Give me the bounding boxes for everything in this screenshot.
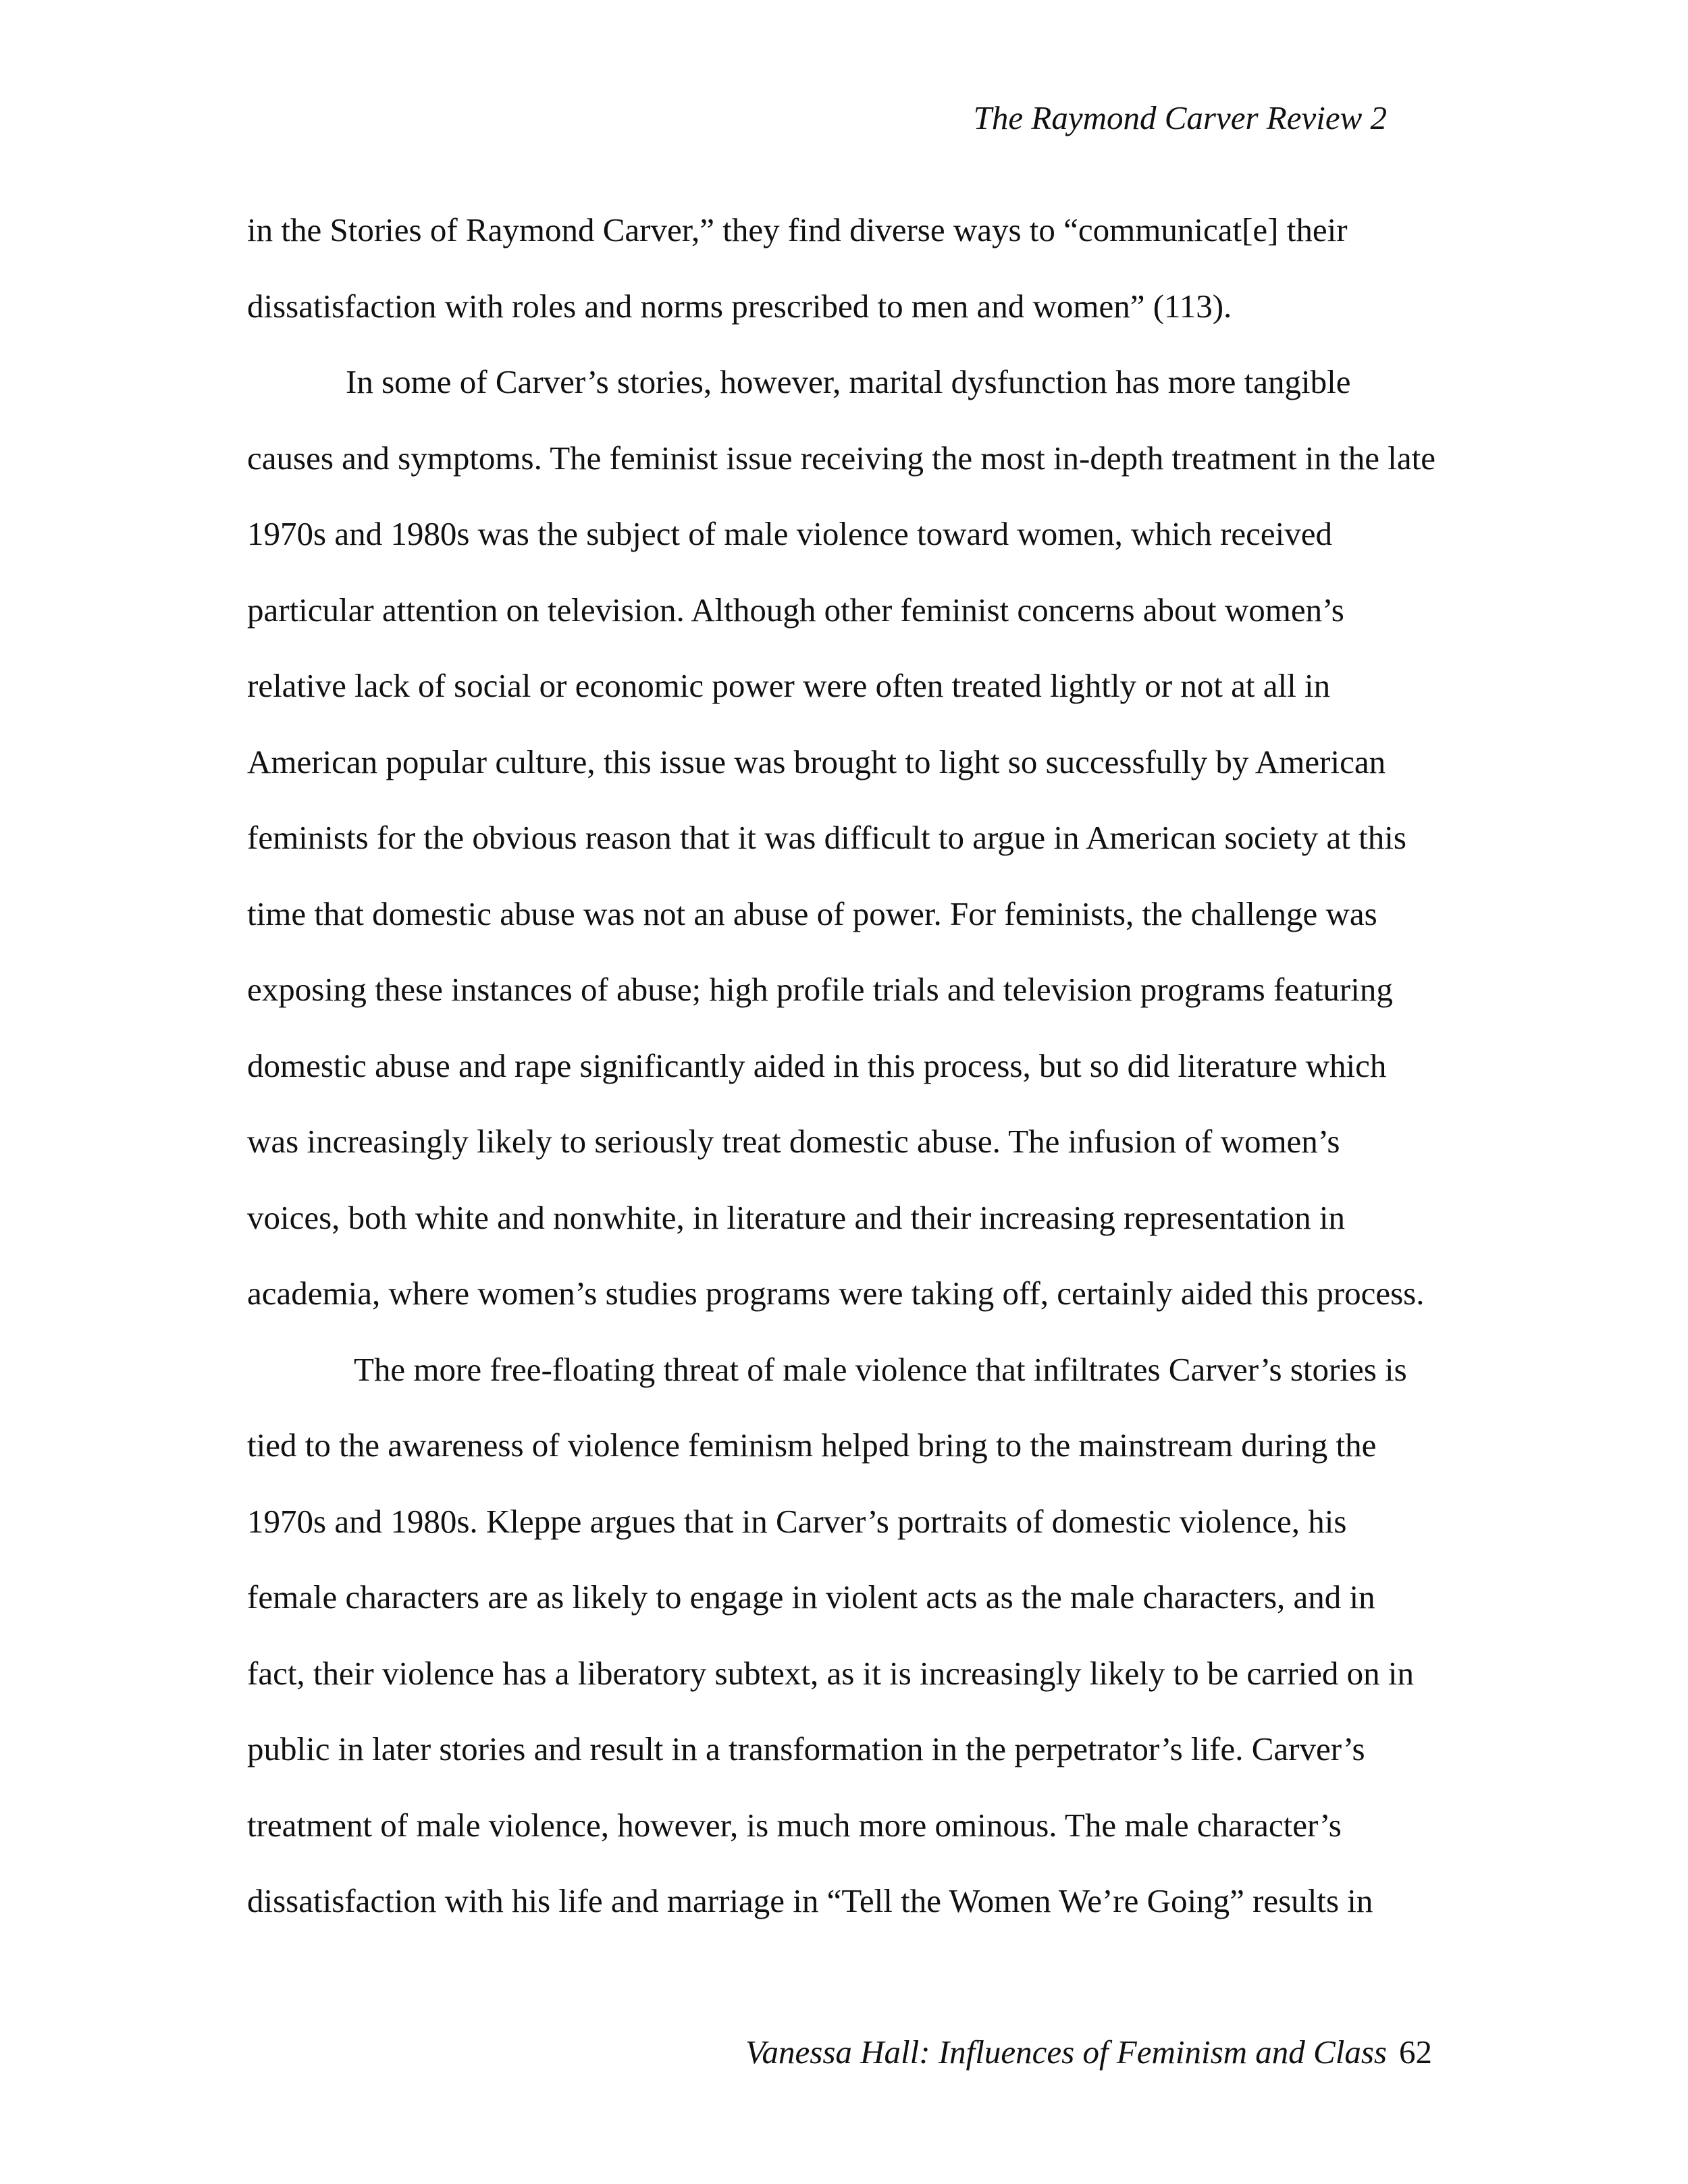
text-line: time that domestic abuse was not an abuse of power. For feminists, the challenge was xyxy=(247,895,1377,932)
page-number: 62 xyxy=(1399,2033,1432,2071)
text-line: relative lack of social or economic power were often treated lightly or not at all in xyxy=(247,667,1331,704)
text-line: causes and symptoms. The feminist issue receiving the most in-depth treatment in the late xyxy=(247,439,1435,477)
text-line: dissatisfaction with his life and marriage in “Tell the Women We’re Going” results in xyxy=(247,1882,1373,1919)
footer-title: Vanessa Hall: Influences of Feminism and Class xyxy=(745,2033,1387,2071)
text-line: was increasingly likely to seriously treat domestic abuse. The infusion of women’s xyxy=(247,1123,1340,1160)
text-line: academia, where women’s studies programs were taking off, certainly aided this process. xyxy=(247,1275,1425,1312)
text-line: dissatisfaction with roles and norms prescribed to men and women” (113). xyxy=(247,287,1232,325)
body-text xyxy=(247,192,1441,1940)
text-line: 1970s and 1980s was the subject of male violence toward women, which received xyxy=(247,515,1332,552)
text-line: fact, their violence has a liberatory subtext, as it is increasingly likely to be carried on in xyxy=(247,1654,1415,1692)
text-line: voices, both white and nonwhite, in literature and their increasing representation in xyxy=(247,1198,1346,1236)
text-line: tied to the awareness of violence feminism helped bring to the mainstream during the xyxy=(247,1427,1377,1464)
text-line: particular attention on television. Although other feminist concerns about women’s xyxy=(247,591,1344,629)
text-line: public in later stories and result in a transformation in the perpetrator’s life. Carver’s xyxy=(247,1730,1365,1767)
text-line: in the Stories of Raymond Carver,” they find diverse ways to “communicat[e] their xyxy=(247,211,1348,248)
text-line: American popular culture, this issue was brought to light so successfully by American xyxy=(247,743,1386,780)
text-line: female characters are as likely to engage in violent acts as the male characters, and in xyxy=(247,1578,1375,1616)
paragraph-start-line: The more free-floating threat of male violence that infiltrates Carver’s stories is xyxy=(354,1350,1407,1388)
text-line: feminists for the obvious reason that it was difficult to argue in American society at this xyxy=(247,819,1406,856)
text-line: domestic abuse and rape significantly aided in this process, but so did literature which xyxy=(247,1046,1387,1084)
text-line: 1970s and 1980s. Kleppe argues that in Carver’s portraits of domestic violence, his xyxy=(247,1502,1347,1540)
running-header: The Raymond Carver Review 2 xyxy=(973,99,1387,136)
paragraph-start-line: In some of Carver’s stories, however, marital dysfunction has more tangible xyxy=(346,363,1351,400)
running-footer xyxy=(745,2032,1432,2073)
text-line: treatment of male violence, however, is much more ominous. The male character’s xyxy=(247,1806,1342,1844)
text-line: exposing these instances of abuse; high profile trials and television programs featuring xyxy=(247,971,1393,1008)
